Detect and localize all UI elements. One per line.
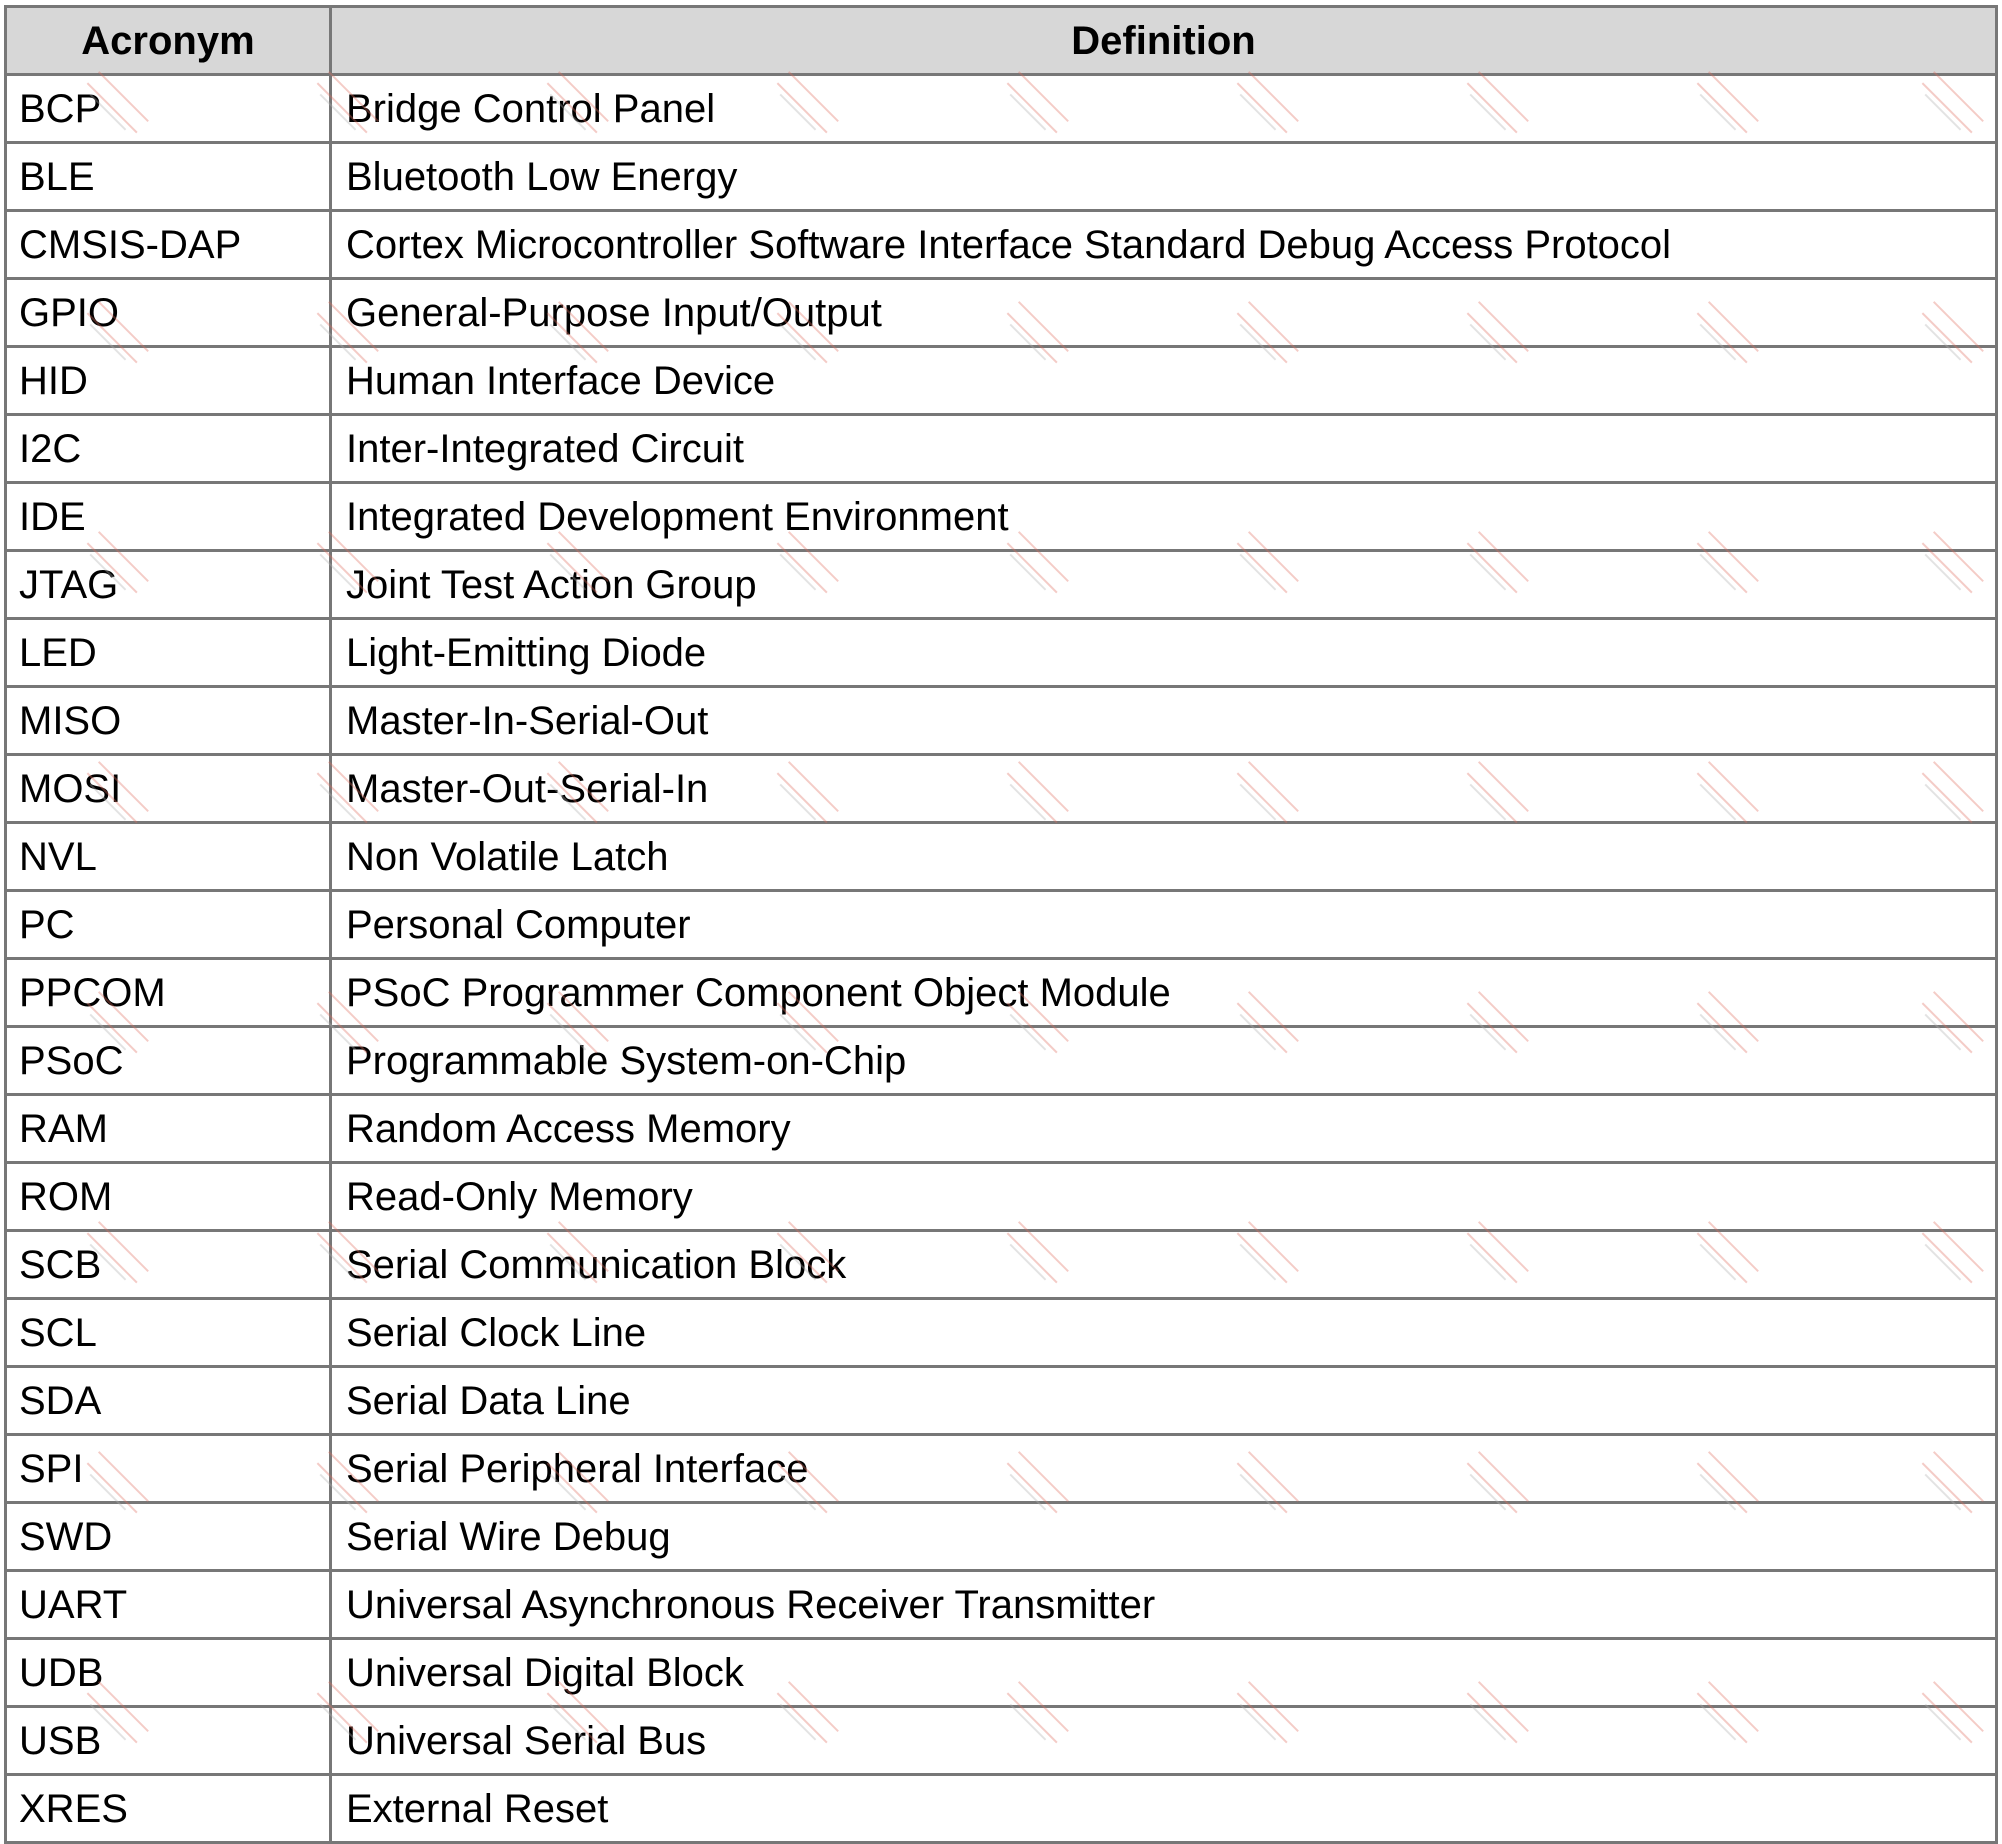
acronym-cell: LED <box>6 619 331 687</box>
definition-cell: Serial Data Line <box>331 1367 1997 1435</box>
table-body <box>6 75 1997 1843</box>
definition-cell: Programmable System-on-Chip <box>331 1027 1997 1095</box>
acronym-cell: BCP <box>6 75 331 143</box>
definition-cell: Inter-Integrated Circuit <box>331 415 1997 483</box>
table-row <box>6 1503 1997 1571</box>
table-row <box>6 483 1997 551</box>
acronym-cell: I2C <box>6 415 331 483</box>
acronym-cell: GPIO <box>6 279 331 347</box>
definition-cell: Random Access Memory <box>331 1095 1997 1163</box>
definition-cell: Bluetooth Low Energy <box>331 143 1997 211</box>
header-definition: Definition <box>331 7 1997 75</box>
definition-cell: Human Interface Device <box>331 347 1997 415</box>
definition-cell: PSoC Programmer Component Object Module <box>331 959 1997 1027</box>
table-row <box>6 551 1997 619</box>
acronym-cell: ROM <box>6 1163 331 1231</box>
table-row <box>6 1299 1997 1367</box>
table-row <box>6 1027 1997 1095</box>
acronym-table <box>4 5 1998 1844</box>
table-row <box>6 823 1997 891</box>
acronym-cell: MISO <box>6 687 331 755</box>
acronym-cell: PC <box>6 891 331 959</box>
definition-cell: Serial Peripheral Interface <box>331 1435 1997 1503</box>
table-row <box>6 347 1997 415</box>
acronym-cell: HID <box>6 347 331 415</box>
table-row <box>6 619 1997 687</box>
acronym-cell: USB <box>6 1707 331 1775</box>
table-row <box>6 959 1997 1027</box>
header-row <box>6 7 1997 75</box>
table-row <box>6 1163 1997 1231</box>
definition-cell: Joint Test Action Group <box>331 551 1997 619</box>
table-row <box>6 279 1997 347</box>
table-row <box>6 1231 1997 1299</box>
table-row <box>6 1571 1997 1639</box>
acronym-cell: UDB <box>6 1639 331 1707</box>
definition-cell: Serial Clock Line <box>331 1299 1997 1367</box>
table-header <box>6 7 1997 75</box>
acronym-cell: SCB <box>6 1231 331 1299</box>
acronym-cell: NVL <box>6 823 331 891</box>
definition-cell: Serial Communication Block <box>331 1231 1997 1299</box>
table-row <box>6 75 1997 143</box>
definition-cell: Light-Emitting Diode <box>331 619 1997 687</box>
table-row <box>6 1639 1997 1707</box>
table-row <box>6 687 1997 755</box>
table-row <box>6 1707 1997 1775</box>
definition-cell: External Reset <box>331 1775 1997 1843</box>
definition-cell: Universal Serial Bus <box>331 1707 1997 1775</box>
table-row <box>6 891 1997 959</box>
acronym-cell: RAM <box>6 1095 331 1163</box>
table-row <box>6 1435 1997 1503</box>
definition-cell: Universal Digital Block <box>331 1639 1997 1707</box>
acronym-cell: JTAG <box>6 551 331 619</box>
definition-cell: Universal Asynchronous Receiver Transmitter <box>331 1571 1997 1639</box>
acronym-cell: SCL <box>6 1299 331 1367</box>
acronym-cell: IDE <box>6 483 331 551</box>
acronym-cell: CMSIS-DAP <box>6 211 331 279</box>
definition-cell: Bridge Control Panel <box>331 75 1997 143</box>
definition-cell: Integrated Development Environment <box>331 483 1997 551</box>
table-row <box>6 755 1997 823</box>
table-row <box>6 1095 1997 1163</box>
definition-cell: Master-In-Serial-Out <box>331 687 1997 755</box>
definition-cell: Master-Out-Serial-In <box>331 755 1997 823</box>
acronym-cell: SWD <box>6 1503 331 1571</box>
definition-cell: Read-Only Memory <box>331 1163 1997 1231</box>
table-row <box>6 211 1997 279</box>
table-row <box>6 1367 1997 1435</box>
acronym-cell: BLE <box>6 143 331 211</box>
table-row <box>6 143 1997 211</box>
header-acronym: Acronym <box>6 7 331 75</box>
definition-cell: Cortex Microcontroller Software Interface Standard Debug Access Protocol <box>331 211 1997 279</box>
definition-cell: Non Volatile Latch <box>331 823 1997 891</box>
acronym-cell: PPCOM <box>6 959 331 1027</box>
acronym-cell: SDA <box>6 1367 331 1435</box>
definition-cell: Personal Computer <box>331 891 1997 959</box>
acronym-cell: PSoC <box>6 1027 331 1095</box>
acronym-cell: XRES <box>6 1775 331 1843</box>
acronym-cell: UART <box>6 1571 331 1639</box>
definition-cell: Serial Wire Debug <box>331 1503 1997 1571</box>
table-row <box>6 1775 1997 1843</box>
acronym-cell: MOSI <box>6 755 331 823</box>
table-row <box>6 415 1997 483</box>
acronym-cell: SPI <box>6 1435 331 1503</box>
definition-cell: General-Purpose Input/Output <box>331 279 1997 347</box>
